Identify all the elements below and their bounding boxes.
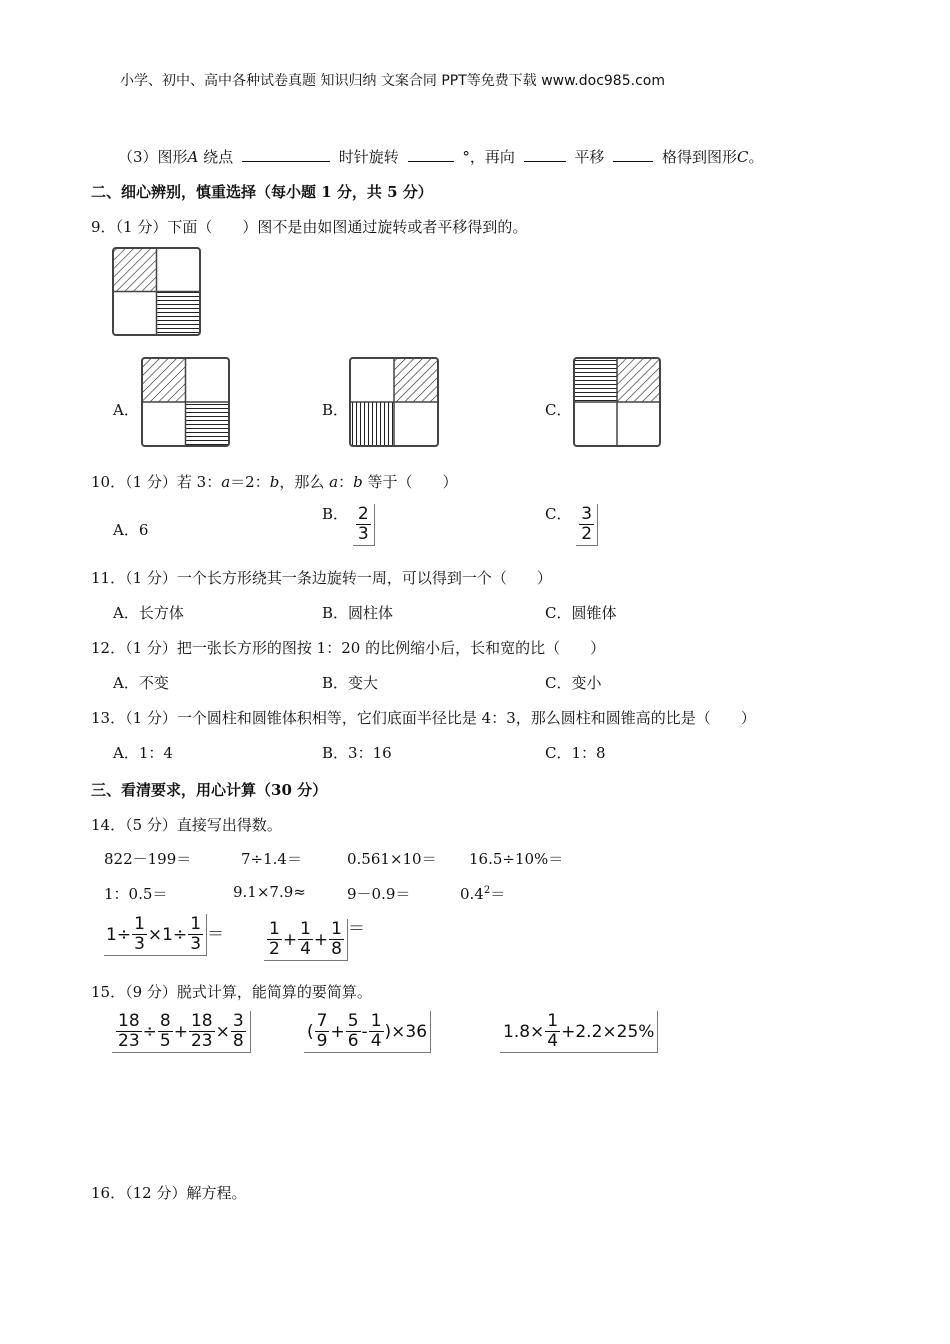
option-c-figure[interactable] <box>574 358 660 446</box>
question-13-text: 13．（1 分）一个圆柱和圆锥体积相等，它们底面半径比是 4：3，那么圆柱和圆锥高的比是（ ） <box>91 709 756 727</box>
q12-option-a[interactable]: A．不变 <box>113 674 169 692</box>
q12-option-c[interactable]: C．变小 <box>545 674 602 692</box>
q11-option-b[interactable]: B．圆柱体 <box>322 604 394 622</box>
q11-option-a[interactable]: A．长方体 <box>113 604 184 622</box>
q9-option-c-label[interactable]: C． <box>545 401 572 419</box>
question-9-text: 9．（1 分）下面（ ）图不是由如图通过旋转或者平移得到的。 <box>91 218 528 236</box>
question-15-text: 15．（9 分）脱式计算，能简算的要简算。 <box>91 983 372 1001</box>
given-diagonal-cell <box>113 248 157 291</box>
section-3-title: 三、看清要求，用心计算（30 分） <box>91 781 328 799</box>
option-b-figure[interactable] <box>350 358 438 446</box>
question-12-text: 12．（1 分）把一张长方形的图按 1：20 的比例缩小后，长和宽的比（ ） <box>91 639 606 657</box>
question-16-text: 16．（12 分）解方程。 <box>91 1184 247 1202</box>
q14-expression-2: 1 2 + $\frac{1}{4}$ + $\frac{1}{8}$ ＝ <box>264 914 365 961</box>
q14-item-3: 0.561×10＝ <box>347 850 437 868</box>
q9-option-a-label[interactable]: A． <box>113 401 139 419</box>
q13-option-c[interactable]: C．1：8 <box>545 744 606 762</box>
q15-expression-1: $\frac{18}{23}$ ÷ $\frac{8}{5}$ + $\frac{18}{23}$ × $\frac{3}{8}$ <box>112 1011 251 1053</box>
section-2-title: 二、细心辨别，慎重选择（每小题 1 分，共 5 分） <box>91 183 433 201</box>
q15-expression-3: 1.8× $\frac{1}{4}$ +2.2×25% <box>500 1011 658 1053</box>
q14-item-2: 7÷1.4＝ <box>241 850 302 868</box>
question-8-part-3: （3）图形A 绕点 时针旋转 °，再向 平移 格得到图形C。 <box>118 148 764 166</box>
q14-item-7: 9－0.9＝ <box>347 885 411 903</box>
q10-option-c[interactable]: C． 3 2 <box>545 503 598 546</box>
q9-figures <box>0 0 950 460</box>
page-header: 小学、初中、高中各种试卷真题 知识归纳 文案合同 PPT等免费下载 www.doc985.com <box>120 73 665 89</box>
q15-expression-2: ( 7 9 + $\frac{5}{6}$ - 1 4 ) ×36 <box>304 1011 431 1053</box>
q11-option-c[interactable]: C．圆锥体 <box>545 604 617 622</box>
question-10-text: 10．（1 分）若 3：a＝2：b，那么 a：b 等于（ ） <box>91 473 458 491</box>
q14-item-8: $0.4^2=$ <box>460 885 506 903</box>
question-11-text: 11．（1 分）一个长方形绕其一条边旋转一周，可以得到一个（ ） <box>91 569 552 587</box>
given-figure <box>113 248 200 335</box>
q14-item-1: 822－199＝ <box>104 850 192 868</box>
q14-expression-1: 1÷ $\frac{1}{3}$ ×1÷ $\frac{1}{3}$ ＝ <box>106 914 225 954</box>
q14-item-6: 9.1×7.9≈ <box>233 883 306 901</box>
q14-item-5: 1：0.5＝ <box>104 885 168 903</box>
q12-option-b[interactable]: B．变大 <box>322 674 379 692</box>
q13-option-b[interactable]: B．3：16 <box>322 744 392 762</box>
option-a-figure[interactable] <box>142 358 229 446</box>
q13-option-a[interactable]: A．1：4 <box>113 744 173 762</box>
q10-option-a[interactable]: A．6 <box>113 521 149 539</box>
given-horizontal-cell <box>157 291 200 335</box>
question-14-text: 14．（5 分）直接写出得数。 <box>91 816 282 834</box>
q14-item-4: 16.5÷10%＝ <box>469 850 564 868</box>
q10-option-b[interactable]: B． 2 3 <box>322 503 375 546</box>
q9-option-b-label[interactable]: B． <box>322 401 349 419</box>
